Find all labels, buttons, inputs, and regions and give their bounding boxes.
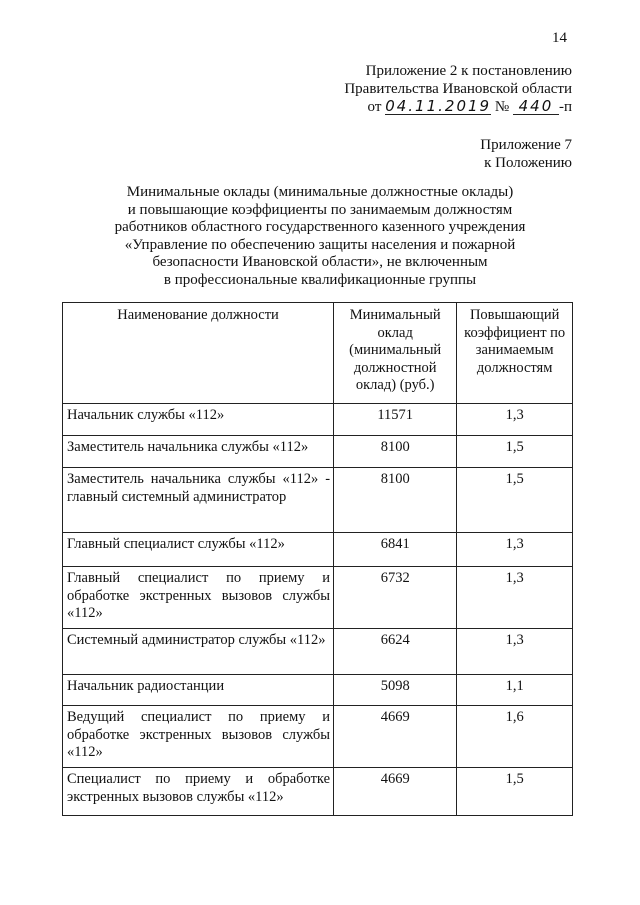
appendix-reference [480,136,572,172]
title-line: в профессиональные квалификационные группы [163,271,477,288]
minimum-salary: 4669 [334,768,457,816]
position-name: Заместитель начальника службы «112» - главный системный администратор [63,468,334,533]
coefficient: 1,6 [457,706,573,768]
handwritten-date: 04.11.2019 [385,97,492,115]
title-line: Минимальные оклады (минимальные должностные оклады) [126,184,514,200]
table-row [63,436,573,468]
position-name: Специалист по приему и обработке экстренных вызовов службы «112» [63,768,334,816]
coefficient: 1,3 [457,629,573,675]
position-name: Главный специалист по приему и обработке экстренных вызовов службы «112» [63,567,334,629]
minimum-salary: 5098 [334,675,457,706]
coefficient: 1,5 [457,768,573,816]
table-header-row [63,303,573,404]
header-position-name: Наименование должности [63,303,334,404]
position-name: Главный специалист службы «112» [63,533,334,567]
position-name: Заместитель начальника службы «112» [63,436,334,468]
number-sign: № [494,99,510,115]
header-line-2: Правительства Ивановской области [344,81,572,97]
minimum-salary: 4669 [334,706,457,768]
date-prefix: от [367,99,382,115]
resolution-header [344,62,572,116]
appendix-line-2: к Положению [484,155,572,171]
table-row [63,706,573,768]
coefficient: 1,1 [457,675,573,706]
header-coefficient: Повышающий коэффициент по занимаемым должностям [457,303,573,404]
document-title [90,184,550,289]
coefficient: 1,3 [457,404,573,436]
minimum-salary: 6841 [334,533,457,567]
table-row [63,404,573,436]
position-name: Начальник службы «112» [63,404,334,436]
minimum-salary: 6624 [334,629,457,675]
appendix-line-1: Приложение 7 [480,137,572,153]
table-row [63,629,573,675]
table-row [63,768,573,816]
coefficient: 1,3 [457,533,573,567]
header-date-line [344,98,572,116]
number-suffix: -п [558,99,572,115]
table-row [63,533,573,567]
table-row [63,567,573,629]
handwritten-number: 440 [513,98,559,115]
header-minimum-salary: Минимальный оклад (минимальный должностной оклад) (руб.) [334,303,457,404]
coefficient: 1,5 [457,436,573,468]
minimum-salary: 8100 [334,468,457,533]
coefficient: 1,3 [457,567,573,629]
minimum-salary: 8100 [334,436,457,468]
minimum-salary: 6732 [334,567,457,629]
minimum-salary: 11571 [334,404,457,436]
header-line-1: Приложение 2 к постановлению [365,63,572,79]
title-line: «Управление по обеспечению защиты населения и пожарной [124,236,516,253]
title-line: работников областного государственного казенного учреждения [114,219,526,235]
salary-table [62,302,573,816]
table-row [63,468,573,533]
title-line: безопасности Ивановской области», не включенным [152,254,488,270]
title-line: и повышающие коэффициенты по занимаемым должностям [127,201,513,218]
coefficient: 1,5 [457,468,573,533]
position-name: Начальник радиостанции [63,675,334,706]
page-number: 14 [552,30,567,46]
position-name: Системный администратор службы «112» [63,629,334,675]
table-row [63,675,573,706]
position-name: Ведущий специалист по приему и обработке экстренных вызовов службы «112» [63,706,334,768]
